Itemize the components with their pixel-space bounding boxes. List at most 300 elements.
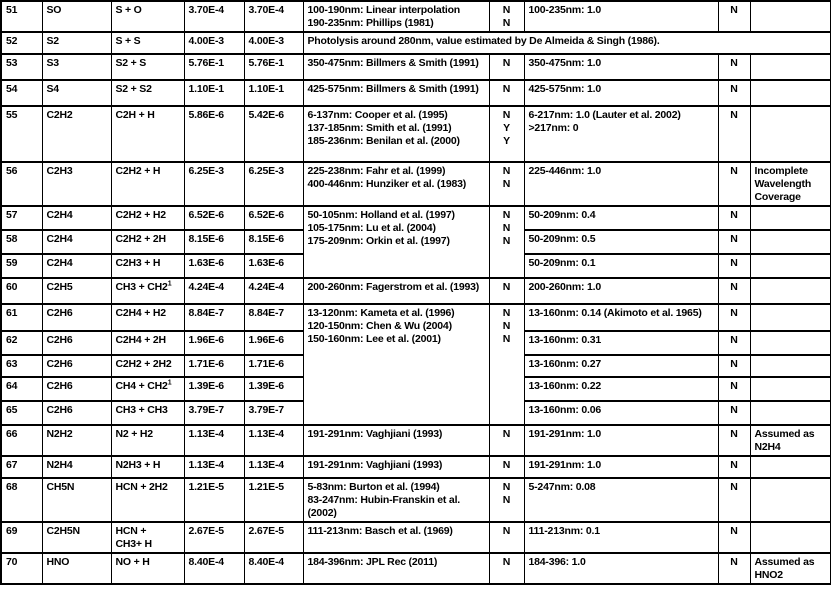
cell-line: 1.13E-4: [248, 428, 284, 440]
cell-line: 425-575nm: 1.0: [528, 83, 601, 95]
cell-quantum-yield-flag: [718, 456, 750, 478]
cell-products: [111, 553, 184, 584]
cell-rate-1: [184, 278, 244, 304]
cell-line: 4.24E-4: [248, 281, 284, 293]
cell-line: CH3+ H: [115, 538, 152, 550]
cell-line: >217nm: 0: [528, 122, 579, 134]
cell-line: N: [502, 481, 511, 493]
cell-line: 66: [6, 428, 18, 440]
cell-line: C2H6: [46, 404, 73, 416]
cell-quantum-yield: [524, 331, 718, 355]
cell-notes: [750, 106, 831, 162]
cell-quantum-yield: [524, 80, 718, 106]
cell-line: 4.00E-3: [188, 35, 224, 47]
cell-quantum-yield-flag: [718, 230, 750, 254]
cell-row-number: [1, 522, 42, 553]
cell-rate-2: [244, 304, 303, 331]
cell-line: 1.96E-6: [248, 334, 284, 346]
cell-line: 400-446nm: Hunziker et al. (1983): [307, 178, 467, 190]
cell-row-number: [1, 32, 42, 54]
cell-line: 6.52E-6: [188, 209, 224, 221]
cell-row-number: [1, 478, 42, 522]
cell-line: 8.84E-7: [248, 307, 284, 319]
cell-species: [42, 1, 111, 32]
cell-species: [42, 106, 111, 162]
cell-line: 190-235nm: Phillips (1981): [307, 17, 434, 29]
cell-line: S2: [46, 35, 59, 47]
cell-line: 191-291nm: 1.0: [528, 428, 601, 440]
cell-line: 191-291nm: 1.0: [528, 459, 601, 471]
cell-line: N: [502, 307, 511, 319]
cell-quantum-yield: [524, 304, 718, 331]
cell-rate-2: [244, 278, 303, 304]
cell-products: [111, 401, 184, 425]
cell-line: 1.63E-6: [248, 257, 284, 269]
cell-row-number: [1, 553, 42, 584]
cell-line: N: [502, 459, 511, 471]
cell-line: 150-160nm: Lee et al. (2001): [307, 333, 441, 345]
cell-line: 111-213nm: 0.1: [528, 525, 600, 537]
cell-rate-1: [184, 456, 244, 478]
cell-line: 6-217nm: 1.0 (Lauter et al. 2002): [528, 109, 681, 121]
cell-cross-section-references: [303, 425, 489, 456]
cell-line: 185-236nm: Benilan et al. (2000): [307, 135, 460, 147]
cell-line: N: [502, 17, 511, 29]
cell-line: 56: [6, 165, 18, 177]
cell-rate-2: [244, 331, 303, 355]
cell-line: N: [502, 428, 511, 440]
cell-line: 5.76E-1: [188, 57, 224, 69]
cell-line: 350-475nm: Billmers & Smith (1991): [307, 57, 479, 69]
cell-cross-section-flags: [489, 478, 524, 522]
cell-line: 55: [6, 109, 18, 121]
cell-row-number: [1, 355, 42, 377]
cell-quantum-yield: [524, 230, 718, 254]
cell-rate-1: [184, 206, 244, 230]
cell-rate-1: [184, 377, 244, 401]
cell-line: C2H6: [46, 380, 73, 392]
cell-cross-section-references: [303, 54, 489, 80]
cell-line: N: [502, 494, 511, 506]
cell-cross-section-references: [303, 278, 489, 304]
cell-line: S + O: [115, 4, 142, 16]
cell-line: 5.86E-6: [188, 109, 224, 121]
cell-line: N: [730, 307, 738, 319]
cell-notes: [750, 377, 831, 401]
cell-line: Assumed as N2H4: [754, 428, 815, 453]
cell-line: 50-105nm: Holland et al. (1997): [307, 209, 455, 221]
cell-line: C2H2 + H2: [115, 209, 166, 221]
cell-products: [111, 230, 184, 254]
cell-quantum-yield: [524, 456, 718, 478]
cell-line: 57: [6, 209, 18, 221]
cell-quantum-yield-flag: [718, 522, 750, 553]
cell-line: Assumed as HNO2: [754, 556, 815, 581]
cell-line: 100-190nm: Linear interpolation: [307, 4, 461, 16]
table-row: [1, 553, 831, 584]
cell-cross-section-flags: [489, 206, 524, 278]
cell-rate-1: [184, 162, 244, 206]
cell-species: [42, 478, 111, 522]
cell-rate-2: [244, 425, 303, 456]
cell-line: N: [730, 358, 738, 370]
table-row: [1, 32, 831, 54]
cell-rate-1: [184, 1, 244, 32]
table-row: [1, 54, 831, 80]
cell-line: 1.10E-1: [188, 83, 224, 95]
cell-line: 13-160nm: 0.22: [528, 380, 601, 392]
cell-rate-2: [244, 355, 303, 377]
cell-line: 3.70E-4: [248, 4, 284, 16]
cell-line: 13-120nm: Kameta et al. (1996): [307, 307, 455, 319]
cell-line: Y: [503, 135, 510, 147]
cell-line: 2.67E-5: [188, 525, 224, 537]
cell-line: 6.52E-6: [248, 209, 284, 221]
cell-line: C2H4: [46, 233, 73, 245]
cell-line: N: [730, 334, 738, 346]
cell-line: N: [730, 57, 738, 69]
cell-line: N: [730, 109, 738, 121]
cell-products: [111, 162, 184, 206]
cell-species: [42, 80, 111, 106]
cell-products: [111, 304, 184, 331]
cell-line: N: [730, 165, 738, 177]
cell-line: 1.21E-5: [248, 481, 284, 493]
cell-rate-1: [184, 106, 244, 162]
cell-cross-section-references: [303, 304, 489, 425]
cell-line: N: [502, 209, 511, 221]
cell-line: C2H6: [46, 358, 73, 370]
cell-line: 111-213nm: Basch et al. (1969): [307, 525, 453, 537]
cell-line: 1.10E-1: [248, 83, 284, 95]
cell-line: 61: [6, 307, 18, 319]
cell-line: S4: [46, 83, 59, 95]
cell-line: Y: [503, 122, 510, 134]
cell-notes: [750, 456, 831, 478]
cell-line: CH3 + CH3: [115, 404, 168, 416]
cell-rate-1: [184, 331, 244, 355]
table-row: [1, 162, 831, 206]
cell-rate-2: [244, 106, 303, 162]
cell-rate-1: [184, 522, 244, 553]
cell-products: [111, 254, 184, 278]
cell-line: 50-209nm: 0.5: [528, 233, 596, 245]
cell-line: 175-209nm: Orkin et al. (1997): [307, 235, 450, 247]
cell-line: C2H4 + 2H: [115, 334, 166, 346]
cell-line: 1.96E-6: [188, 334, 224, 346]
cell-line: 51: [6, 4, 18, 16]
table-row: [1, 456, 831, 478]
cell-rate-2: [244, 522, 303, 553]
cell-line: 70: [6, 556, 18, 568]
cell-line: HCN + 2H2: [115, 481, 168, 493]
cell-rate-1: [184, 230, 244, 254]
cell-line: N: [730, 233, 738, 245]
cell-line: N: [502, 235, 511, 247]
cell-line: S + S: [115, 35, 141, 47]
cell-products: [111, 32, 184, 54]
cell-line: 105-175nm: Lu et al. (2004): [307, 222, 436, 234]
cell-rate-2: [244, 1, 303, 32]
cell-line: $CH4 + CH2^1$: [115, 379, 172, 392]
cell-line: N2H4: [46, 459, 73, 471]
cell-line: S2 + S: [115, 57, 147, 69]
cell-rate-2: [244, 54, 303, 80]
cell-line: 137-185nm: Smith et al. (1991): [307, 122, 452, 134]
cell-line: 3.79E-7: [248, 404, 284, 416]
cell-row-number: [1, 377, 42, 401]
cell-notes: [750, 230, 831, 254]
cell-line: CH5N: [46, 481, 75, 493]
cell-quantum-yield: [524, 401, 718, 425]
cell-quantum-yield: [524, 278, 718, 304]
cell-notes: [750, 478, 831, 522]
cell-line: 67: [6, 459, 18, 471]
cell-line: 425-575nm: Billmers & Smith (1991): [307, 83, 479, 95]
cell-row-number: [1, 331, 42, 355]
cell-line: 5.76E-1: [248, 57, 284, 69]
cell-line: 50-209nm: 0.4: [528, 209, 596, 221]
cell-products: [111, 478, 184, 522]
cell-line: 6.25E-3: [188, 165, 224, 177]
cell-line: 3.70E-4: [188, 4, 224, 16]
cell-line: C2H2 + H: [115, 165, 161, 177]
cell-quantum-yield-flag: [718, 553, 750, 584]
cell-row-number: [1, 80, 42, 106]
cell-line: C2H4: [46, 209, 73, 221]
cell-line: 63: [6, 358, 18, 370]
cell-notes: [750, 304, 831, 331]
cell-row-number: [1, 425, 42, 456]
cell-line: N: [502, 333, 511, 345]
cell-line: N: [502, 165, 511, 177]
cell-quantum-yield: [524, 355, 718, 377]
cell-quantum-yield-flag: [718, 278, 750, 304]
cell-line: 53: [6, 57, 18, 69]
cell-cross-section-references: [303, 1, 489, 32]
cell-quantum-yield-flag: [718, 54, 750, 80]
cell-products: [111, 522, 184, 553]
cell-line: 225-238nm: Fahr et al. (1999): [307, 165, 446, 177]
cell-line: 52: [6, 35, 18, 47]
cell-rate-2: [244, 230, 303, 254]
cell-species: [42, 278, 111, 304]
cell-quantum-yield: [524, 54, 718, 80]
cell-line: 8.15E-6: [248, 233, 284, 245]
cell-rate-2: [244, 478, 303, 522]
cell-rate-1: [184, 478, 244, 522]
table-row: [1, 304, 831, 331]
cell-line: C2H3: [46, 165, 73, 177]
cell-quantum-yield: [524, 553, 718, 584]
table-row: [1, 278, 831, 304]
cell-species: [42, 254, 111, 278]
cell-cross-section-flags: [489, 106, 524, 162]
cell-cross-section-flags: [489, 522, 524, 553]
cell-line: HCN +: [115, 525, 147, 537]
cell-line: 225-446nm: 1.0: [528, 165, 601, 177]
cell-line: N2H2: [46, 428, 73, 440]
cell-cross-section-references: [303, 80, 489, 106]
cell-cross-section-flags: [489, 304, 524, 425]
cell-products: [111, 106, 184, 162]
cell-line: N: [502, 320, 511, 332]
cell-line: N: [730, 257, 738, 269]
superscript-footnote-marker: 1: [167, 379, 172, 387]
cell-line: 59: [6, 257, 18, 269]
cell-line: N: [730, 404, 738, 416]
cell-line: 62: [6, 334, 18, 346]
cell-products: [111, 54, 184, 80]
cell-products: [111, 1, 184, 32]
cell-merged-note: [303, 32, 831, 54]
cell-row-number: [1, 230, 42, 254]
cell-quantum-yield-flag: [718, 355, 750, 377]
cell-quantum-yield: [524, 206, 718, 230]
cell-notes: [750, 522, 831, 553]
cell-line: N: [730, 556, 738, 568]
cell-rate-1: [184, 401, 244, 425]
cell-quantum-yield-flag: [718, 401, 750, 425]
table-row: [1, 478, 831, 522]
cell-line: 200-260nm: 1.0: [528, 281, 601, 293]
cell-notes: [750, 80, 831, 106]
cell-line: N2H3 + H: [115, 459, 161, 471]
cell-quantum-yield-flag: [718, 106, 750, 162]
cell-line: 68: [6, 481, 18, 493]
cell-species: [42, 54, 111, 80]
cell-line: N: [730, 481, 738, 493]
cell-cross-section-references: [303, 456, 489, 478]
cell-line: S2 + S2: [115, 83, 152, 95]
cell-species: [42, 355, 111, 377]
cell-line: 5.42E-6: [248, 109, 284, 121]
cell-row-number: [1, 1, 42, 32]
cell-line: N: [502, 83, 511, 95]
cell-rate-2: [244, 456, 303, 478]
cell-line: $CH3 + CH2^1$: [115, 280, 172, 293]
cell-line: C2H2 + 2H: [115, 233, 166, 245]
cell-line: 184-396nm: JPL Rec (2011): [307, 556, 438, 568]
cell-line: C2H + H: [115, 109, 155, 121]
cell-line: NO + H: [115, 556, 150, 568]
cell-line: 8.15E-6: [188, 233, 224, 245]
cell-line: 54: [6, 83, 18, 95]
table-row: [1, 1, 831, 32]
cell-row-number: [1, 162, 42, 206]
cell-species: [42, 304, 111, 331]
cell-line: N: [502, 4, 511, 16]
cell-quantum-yield-flag: [718, 206, 750, 230]
cell-rate-2: [244, 80, 303, 106]
cell-line: C2H6: [46, 307, 73, 319]
cell-species: [42, 522, 111, 553]
cell-line: Photolysis around 280nm, value estimated by De Almeida & Singh (1986).: [307, 35, 660, 47]
cell-line: N: [502, 556, 511, 568]
cell-line: N: [502, 178, 511, 190]
cell-line: 4.00E-3: [248, 35, 284, 47]
table-row: [1, 106, 831, 162]
cell-line: 60: [6, 281, 18, 293]
cell-species: [42, 456, 111, 478]
cell-row-number: [1, 304, 42, 331]
cell-line: 13-160nm: 0.31: [528, 334, 601, 346]
cell-line: C2H4 + H2: [115, 307, 166, 319]
cell-notes: [750, 254, 831, 278]
cell-line: 191-291nm: Vaghjiani (1993): [307, 459, 443, 471]
cell-line: N: [502, 222, 511, 234]
cell-line: 8.84E-7: [188, 307, 224, 319]
cell-products: [111, 331, 184, 355]
cell-products: [111, 425, 184, 456]
cell-rate-1: [184, 80, 244, 106]
cell-line: N: [730, 525, 738, 537]
cell-cross-section-references: [303, 522, 489, 553]
cell-notes: [750, 278, 831, 304]
cell-line: N: [502, 525, 511, 537]
cell-rate-1: [184, 32, 244, 54]
cell-line: 65: [6, 404, 18, 416]
cell-line: 69: [6, 525, 18, 537]
superscript-footnote-marker: 1: [167, 280, 172, 288]
cell-line: 120-150nm: Chen & Wu (2004): [307, 320, 452, 332]
cell-quantum-yield-flag: [718, 478, 750, 522]
cell-line: 8.40E-4: [248, 556, 284, 568]
cell-notes: [750, 54, 831, 80]
cell-rate-2: [244, 162, 303, 206]
cell-rate-2: [244, 401, 303, 425]
cell-line: 1.71E-6: [188, 358, 224, 370]
cell-line: 83-247nm: Hubin-Franskin et al. (2002): [307, 494, 461, 519]
cell-notes: [750, 1, 831, 32]
cell-line: 1.13E-4: [188, 428, 224, 440]
table-body: [1, 1, 831, 584]
cell-line: N: [730, 281, 738, 293]
cell-species: [42, 32, 111, 54]
cell-rate-2: [244, 206, 303, 230]
cell-quantum-yield: [524, 1, 718, 32]
cell-rate-2: [244, 32, 303, 54]
cell-quantum-yield: [524, 254, 718, 278]
cell-line: 6-137nm: Cooper et al. (1995): [307, 109, 448, 121]
cell-line: 184-396: 1.0: [528, 556, 586, 568]
cell-line: C2H4: [46, 257, 73, 269]
cell-line: 13-160nm: 0.14 (Akimoto et al. 1965): [528, 307, 702, 319]
cell-line: C2H5N: [46, 525, 80, 537]
cell-row-number: [1, 206, 42, 230]
cell-products: [111, 355, 184, 377]
cell-cross-section-flags: [489, 278, 524, 304]
cell-cross-section-flags: [489, 1, 524, 32]
cell-quantum-yield: [524, 106, 718, 162]
cell-line: N: [502, 109, 511, 121]
cell-line: 2.67E-5: [248, 525, 284, 537]
cell-quantum-yield-flag: [718, 254, 750, 278]
cell-notes: [750, 401, 831, 425]
cell-notes: [750, 355, 831, 377]
cell-quantum-yield-flag: [718, 162, 750, 206]
cell-rate-1: [184, 304, 244, 331]
cell-species: [42, 331, 111, 355]
cell-line: 58: [6, 233, 18, 245]
cell-line: 1.39E-6: [248, 380, 284, 392]
cell-line: Incomplete Wavelength Coverage: [754, 165, 812, 203]
cell-row-number: [1, 278, 42, 304]
cell-quantum-yield-flag: [718, 80, 750, 106]
cell-line: C2H2 + 2H2: [115, 358, 172, 370]
cell-products: [111, 80, 184, 106]
cell-line: 5-83nm: Burton et al. (1994): [307, 481, 440, 493]
